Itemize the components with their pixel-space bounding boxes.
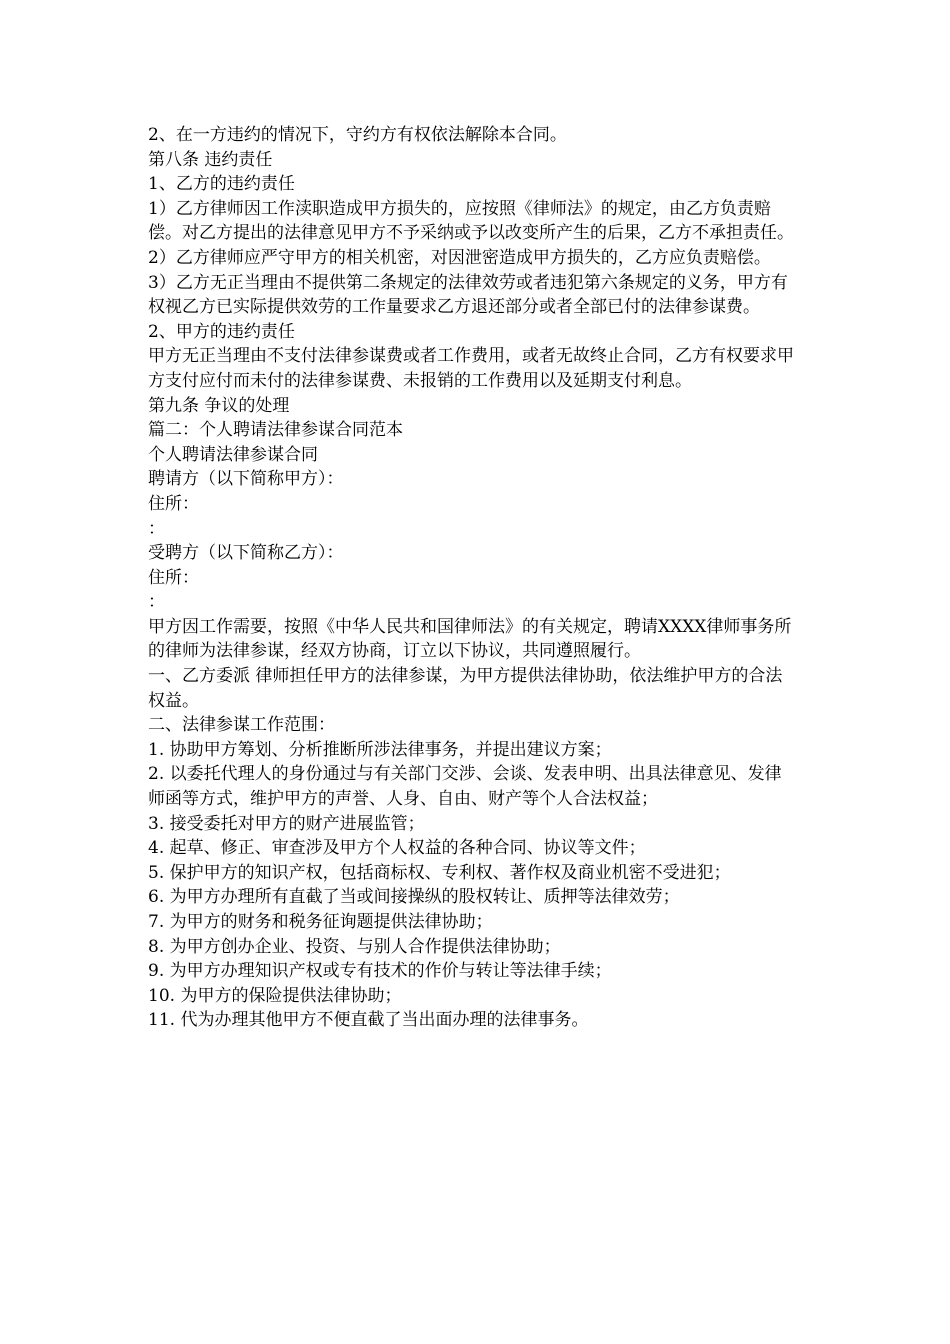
paragraph: 2、在一方违约的情况下，守约方有权依法解除本合同。	[148, 125, 567, 145]
list-item: 5. 保护甲方的知识产权，包括商标权、专利权、著作权及商业机密不受进犯；	[148, 862, 731, 883]
blank-field: ：	[148, 592, 165, 613]
list-item: 7. 为甲方的财务和税务征询题提供法律协助；	[148, 912, 493, 932]
list-item: 3. 接受委托对甲方的财产进展监管；	[148, 813, 425, 834]
paragraph: 1）乙方律师因工作渎职造成甲方损失的，应按照《律师法》的规定，由乙方负责赔偿。对乙方提出的法律意见甲方不予采纳或予以改变所产生的后果，乙方不承担责任。	[148, 198, 794, 244]
section-heading: 第九条 争议的处理	[148, 395, 290, 416]
paragraph: 甲方无正当理由不支付法律参谋费或者工作费用，或者无故终止合同，乙方有权要求甲方支付应付而未付的法律参谋费、未报销的工作费用以及延期支付利息。	[148, 346, 794, 391]
party-b-address: 住所：	[148, 567, 199, 588]
document-subtitle: 篇二：个人聘请法律参谋合同范本	[148, 420, 403, 441]
list-item: 9. 为甲方办理知识产权或专有技术的作价与转让等法律手续；	[148, 961, 612, 982]
paragraph: 甲方因工作需要，按照《中华人民共和国律师法》的有关规定，聘请XXXX律师事务所的律师为法律参谋，经双方协商，订立以下协议，共同遵照履行。	[148, 616, 792, 662]
paragraph: 1、乙方的违约责任	[148, 174, 295, 195]
list-item: 6. 为甲方办理所有直截了当或间接操纵的股权转让、质押等法律效劳；	[148, 887, 680, 908]
list-item: 8. 为甲方创办企业、投资、与别人合作提供法律协助；	[148, 936, 561, 957]
list-item: 4. 起草、修正、审查涉及甲方个人权益的各种合同、协议等文件；	[148, 838, 646, 859]
party-a-address: 住所：	[148, 493, 199, 514]
paragraph: 一、乙方委派 律师担任甲方的法律参谋，为甲方提供法律协助，依法维护甲方的合法权益。	[148, 666, 783, 711]
paragraph: 2、甲方的违约责任	[148, 321, 295, 342]
paragraph: 2）乙方律师应严守甲方的相关机密，对因泄密造成甲方损失的，乙方应负责赔偿。	[148, 247, 771, 268]
paragraph: 二、法律参谋工作范围：	[148, 715, 335, 736]
list-item: 2. 以委托代理人的身份通过与有关部门交涉、会谈、发表申明、出具法律意见、发律师函等方式，维护甲方的声誉、人身、自由、财产等个人合法权益；	[148, 764, 782, 810]
party-a-label: 聘请方（以下简称甲方）：	[148, 469, 344, 490]
party-b-label: 受聘方（以下简称乙方）：	[148, 543, 344, 564]
section-heading: 第八条 违约责任	[148, 149, 273, 170]
list-item: 10. 为甲方的保险提供法律协助；	[148, 985, 402, 1006]
list-item: 11. 代为办理其他甲方不便直截了当出面办理的法律事务。	[148, 1010, 589, 1031]
document-title: 个人聘请法律参谋合同	[148, 444, 318, 465]
paragraph: 3）乙方无正当理由不提供第二条规定的法律效劳或者违犯第六条规定的义务，甲方有权视乙方已实际提供效劳的工作量要求乙方退还部分或者全部已付的法律参谋费。	[148, 272, 788, 318]
blank-field: ：	[148, 518, 165, 539]
list-item: 1. 协助甲方筹划、分析推断所涉法律事务，并提出建议方案；	[148, 739, 612, 760]
document-page	[148, 123, 798, 1033]
